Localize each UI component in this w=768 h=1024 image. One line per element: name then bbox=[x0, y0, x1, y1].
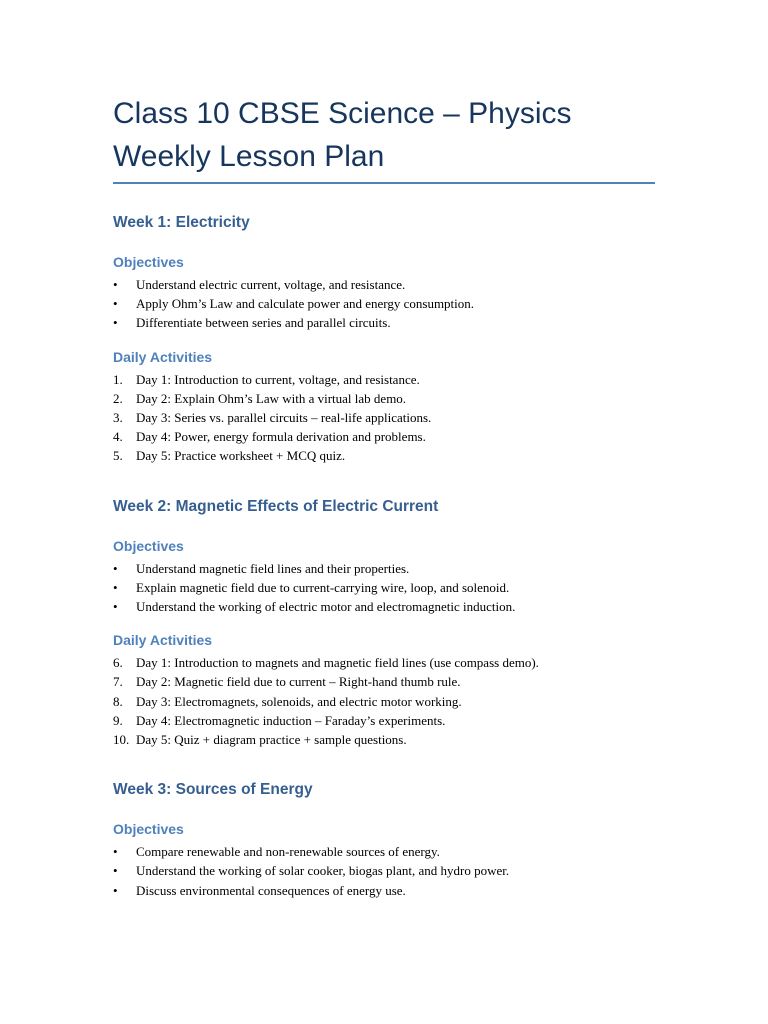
objectives-list bbox=[113, 559, 655, 617]
list-item-text: Day 4: Power, energy formula derivation and problems. bbox=[136, 429, 426, 445]
list-item-text: Understand the working of electric motor and electromagnetic induction. bbox=[136, 599, 516, 615]
bullet-icon: • bbox=[113, 882, 118, 898]
list-number: 3. bbox=[113, 410, 123, 426]
activities-block bbox=[113, 630, 655, 749]
list-item bbox=[113, 578, 655, 597]
list-number: 9. bbox=[113, 712, 123, 728]
document-title: Class 10 CBSE Science – Physics Weekly Lesson Plan bbox=[113, 97, 572, 173]
list-item bbox=[113, 597, 655, 616]
list-number: 5. bbox=[113, 448, 123, 464]
list-item-text: Day 5: Quiz + diagram practice + sample questions. bbox=[136, 732, 407, 748]
bullet-icon: • bbox=[113, 844, 118, 860]
week-2-section bbox=[113, 496, 655, 750]
title-divider bbox=[113, 182, 655, 184]
list-item-text: Day 2: Magnetic field due to current – Right-hand thumb rule. bbox=[136, 674, 461, 690]
document-page bbox=[113, 92, 655, 914]
list-item bbox=[113, 730, 655, 749]
list-item-text: Apply Ohm’s Law and calculate power and energy consumption. bbox=[136, 296, 475, 312]
list-item-text: Understand magnetic field lines and their properties. bbox=[136, 560, 410, 576]
list-item-text: Day 3: Series vs. parallel circuits – real-life applications. bbox=[136, 410, 432, 426]
list-number: 2. bbox=[113, 390, 123, 406]
list-item bbox=[113, 446, 655, 465]
bullet-icon: • bbox=[113, 560, 118, 576]
list-number: 4. bbox=[113, 429, 123, 445]
list-item bbox=[113, 370, 655, 389]
list-item bbox=[113, 275, 655, 294]
list-item bbox=[113, 861, 655, 880]
week-heading: Week 1: Electricity bbox=[113, 214, 250, 231]
list-item bbox=[113, 653, 655, 672]
list-item-text: Day 4: Electromagnetic induction – Faraday’s experiments. bbox=[136, 712, 446, 728]
list-item-text: Understand electric current, voltage, and resistance. bbox=[136, 277, 406, 292]
objectives-list bbox=[113, 275, 655, 333]
objectives-block bbox=[113, 819, 655, 900]
list-item-text: Day 1: Introduction to magnets and magnetic field lines (use compass demo). bbox=[136, 655, 539, 671]
bullet-icon: • bbox=[113, 863, 118, 879]
list-item-text: Discuss environmental consequences of energy use. bbox=[136, 882, 406, 898]
week-heading: Week 2: Magnetic Effects of Electric Current bbox=[113, 497, 439, 515]
activities-heading: Daily Activities bbox=[113, 632, 213, 649]
list-number: 1. bbox=[113, 371, 123, 387]
list-item-text: Explain magnetic field due to current-carrying wire, loop, and solenoid. bbox=[136, 579, 510, 595]
week-heading: Week 3: Sources of Energy bbox=[113, 781, 313, 799]
bullet-icon: • bbox=[113, 296, 118, 312]
objectives-block bbox=[113, 252, 655, 333]
list-item-text: Day 2: Explain Ohm’s Law with a virtual lab demo. bbox=[136, 390, 407, 406]
list-item bbox=[113, 427, 655, 446]
list-item-text: Day 3: Electromagnets, solenoids, and electric motor working. bbox=[136, 693, 462, 709]
objectives-heading: Objectives bbox=[113, 537, 184, 554]
list-item bbox=[113, 294, 655, 313]
list-item bbox=[113, 842, 655, 861]
activities-heading: Daily Activities bbox=[113, 348, 213, 365]
objectives-block bbox=[113, 536, 655, 617]
list-item-text: Compare renewable and non-renewable sources of energy. bbox=[136, 844, 440, 860]
list-item bbox=[113, 313, 655, 332]
list-item-text: Differentiate between series and parallel circuits. bbox=[136, 315, 391, 331]
list-item bbox=[113, 389, 655, 408]
bullet-icon: • bbox=[113, 277, 118, 292]
activities-list bbox=[113, 370, 655, 466]
objectives-list bbox=[113, 842, 655, 900]
list-number: 8. bbox=[113, 693, 123, 709]
list-item bbox=[113, 672, 655, 691]
activities-block bbox=[113, 347, 655, 466]
list-item-text: Day 1: Introduction to current, voltage, and resistance. bbox=[136, 371, 420, 387]
list-item bbox=[113, 711, 655, 730]
bullet-icon: • bbox=[113, 579, 118, 595]
list-item bbox=[113, 559, 655, 578]
list-item bbox=[113, 881, 655, 900]
list-number: 10. bbox=[113, 732, 130, 748]
list-item-text: Understand the working of solar cooker, biogas plant, and hydro power. bbox=[136, 863, 510, 879]
bullet-icon: • bbox=[113, 599, 118, 615]
list-item bbox=[113, 692, 655, 711]
activities-list bbox=[113, 653, 655, 749]
week-3-section bbox=[113, 779, 655, 900]
list-number: 6. bbox=[113, 655, 123, 671]
list-item-text: Day 5: Practice worksheet + MCQ quiz. bbox=[136, 448, 346, 464]
bullet-icon: • bbox=[113, 315, 118, 331]
week-1-section bbox=[113, 212, 655, 466]
objectives-heading: Objectives bbox=[113, 821, 184, 838]
objectives-heading: Objectives bbox=[113, 254, 184, 270]
list-item bbox=[113, 408, 655, 427]
list-number: 7. bbox=[113, 674, 123, 690]
